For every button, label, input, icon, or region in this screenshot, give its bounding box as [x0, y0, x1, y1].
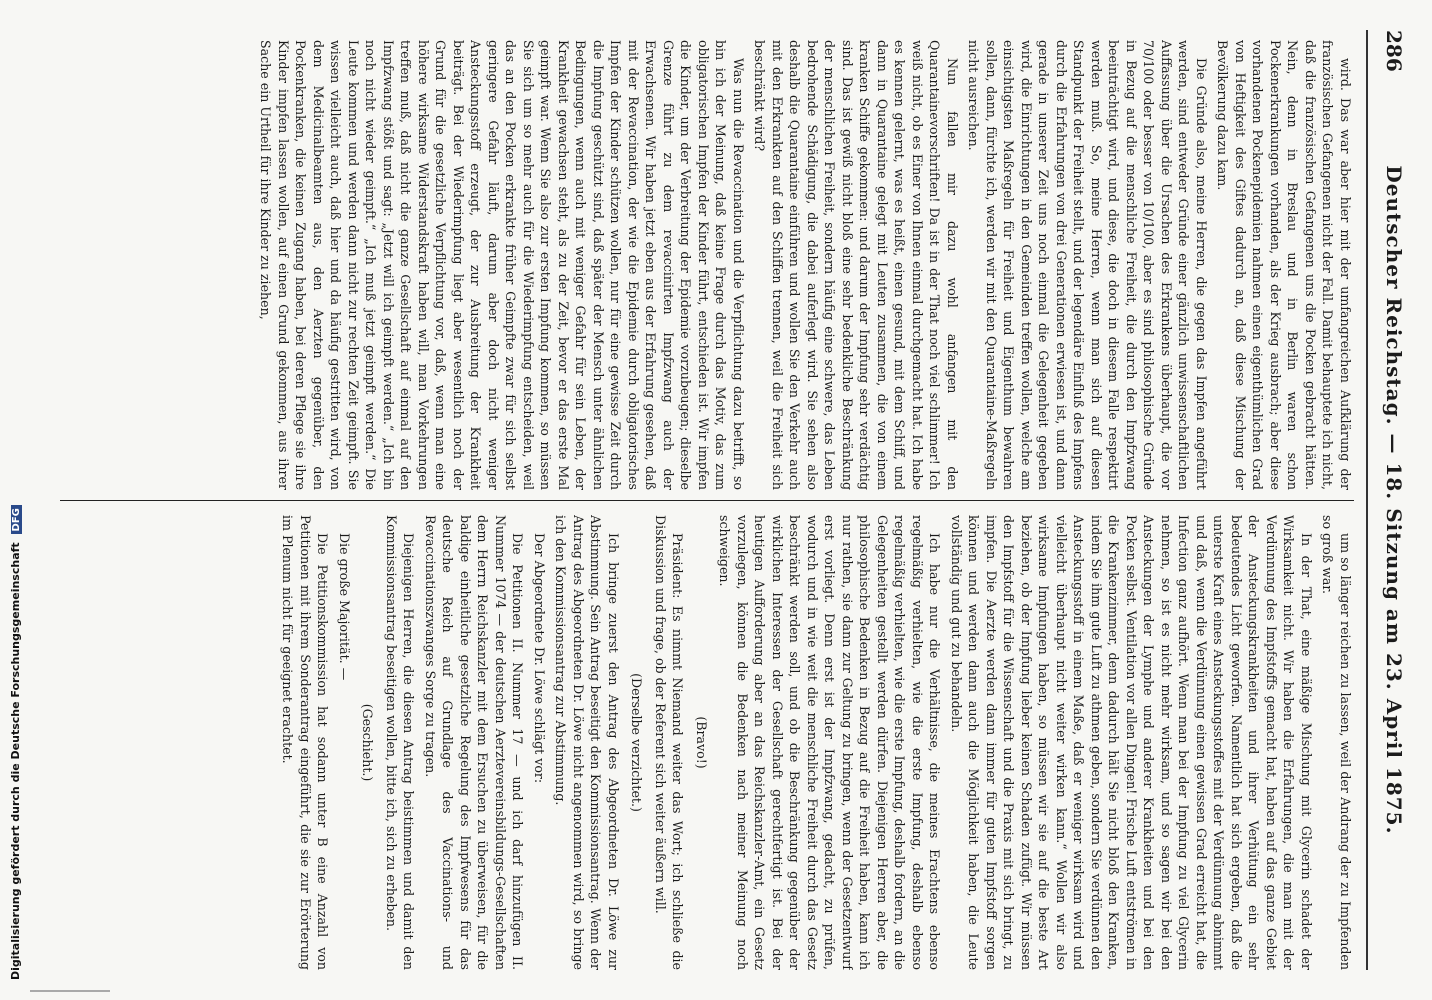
motion-text: Die Petitionen II. Nummer 17 — und ich darf hinzufügen II. Nummer 1074 — der deutschen Aerztevereinsbildungs-Gesellschaften dem Herrn Reichskanzler mit dem Ersuchen zu überweisen, für die baldige einheitliche gesetzliche Regelung des Impfwesens für das deutsche Reich auf Grundlage des Vaccinations- und Revaccinationszwanges Sorge zu tragen. — [423, 515, 526, 970]
page-number: 286 — [1382, 30, 1406, 72]
digitization-credit — [0, 0, 24, 1000]
paragraph: Die große Majorität. — — [337, 533, 352, 681]
paragraph: Ich habe nur die Verhältnisse, die meines Erachtens ebenso regelmäßig verhielten, wie die erste Impfung, deshalb ebenso regelmäßig verhielten, wie die erste Impfung, deshalb fordern, an die Gelegenheiten gestellt werden dürfen. Diejenigen Herren aber, die philosophische Bedenken in Bezug auf die Freiheit haben, kann ich nur rathen, sie dann zur Geltung zu bringen, wenn der Gesetzentwurf erst vorliegt. Denn erst ist der Impfzwang, gedacht, zu prüfen, wodurch und in wie weit die menschliche Freiheit durch das Gesetz beschränkt werden soll, und ob die Beschränkung gegenüber der wirklichen Interessen der Gesellschaft gerechtfertigt ist. Bei der heutigen Aufforderung aber an das Reichskanzler-Amt, ein Gesetz vorzulegen, können die Bedenken nach meiner Meinung noch schweigen. — [717, 515, 943, 970]
page-header — [1372, 30, 1412, 970]
paragraph: Die Petitionskommission hat sodann unter B eine Anzahl von Petitionen mit ihrem Sonderantrag eingeführt, die sie zur Erörterung im Plenum nicht für geeignet erachtet. — [280, 515, 331, 970]
right-column — [40, 515, 1354, 970]
column-divider — [60, 500, 1354, 501]
paragraph: wird. Das war aber hier mit der umfangreichen Aufklärung der französischen Gefangenen nicht der Fall. Damit behauptete ich nicht, daß die französischen Gefangenen uns die Pocken gebracht hätten. Nein, denn in Breslau und in Berlin waren schon Pockenerkrankungen vorhanden, als der Krieg ausbrach; aber diese vorhandenen Pockenepidemien nahmen einen eigenthümlichen Grad von Heftigkeit des Giftes dadurch an, daß diese Mischung der Bevölkerung dazu kam. — [1215, 40, 1353, 490]
left-column — [40, 40, 1354, 490]
paragraph: Der Abgeordnete Dr. Löwe schlägt vor: — [532, 533, 547, 784]
paragraph: In der That, eine mäßige Mischung mit Glycerin schadet der Wirksamkeit nicht. Wir haben die Erfahrungen, die man mit der Verdünnung des Impfstoffs gemacht hat, haben auf das ganze Gebiet der Ansteckungskrankheiten und ihrer Verhütung ein sehr bedeutendes Licht geworfen. Namentlich hat sich ergeben, daß die unterste Kraft eines Ansteckungsstoffes mit der Verdünnung abnimmt und daß, wenn die Verdünnung einen gewissen Grad erreicht hat, die Infection ganz aufhört. Wenn man bei der Impfung zu viel Glycerin nehmen, so ist es nicht mehr wirksam, und so sagen wir bei den Ansteckungen der Lymphe und anderer Krankheiten und bei den Pocken selbst. Ventilation vor allen Dingen! Frische Luft entströmen in die Krankenzimmer, denn dadurch hält Sie nicht bloß den Kranken, indem Sie ihm gute Luft zu athmen geben, sondern Sie verdünnen den Ansteckungsstoff in einem Maße, daß er weniger wirksam wird und vielleicht überhaupt nicht weiter wirken kann.“ Wollen wir also wirksame Impfungen haben, so müssen wir sie auf die beste Art beziehen, ob der Impfung lieber keinen Schaden zufügt. Wir müssen den Impfstoff für die Wissenschaft und die Praxis mit sich bringt, zu impfen. Die Aerzte werden dann immer für guten Impfstoff sorgen können und werden dann auch die Möglichkeit haben, die Leute vollständig und gut zu behandeln. — [949, 515, 1314, 970]
credit-text: Digitalisierung gefördert durch die Deutsche Forschungsgemeinschaft — [9, 542, 22, 980]
paragraph: Die Gründe also, meine Herren, die gegen das Impfen angeführt werden, sind entweder Gründe einer gänzlich unwissenschaftlichen Auffassung über die Ursachen des Erkrankens überhaupt, die vor 70/100 oder besser von 10/100, aber es sind philosophische Gründe in Bezug auf die menschliche Freiheit, die durch den Impfzwang beeinträchtigt wird, und diese, die doch in diesem Falle respektirt werden muß. So, meine Herren, wenn man sich auf diesen Standpunkt der Freiheit stellt, und der legendäre Einfluß des Impfens durch die Erfahrungen von drei Generationen erwiesen ist, und dann gerade in unserer Zeit uns noch einmal die Gelegenheit gegeben wird, die Einrichtungen in den Gemeinden treffen wollen, welche am einsichtigsten Maßregeln für Freiheit und Eigenthum bewahren sollen, dann, fürchte ich, werden wir mit den Quarantaine-Maßregeln nicht ausreichen. — [966, 40, 1209, 490]
running-title: Deutscher Reichstag. — 18. Sitzung am 23. April 1875. — [1382, 165, 1406, 835]
paragraph: Diejenigen Herren, die diesen Antrag beistimmen und damit den Kommissionsantrag beseitigen wollen, bitte ich, sich zu erheben. — [384, 515, 417, 970]
header-rule — [1366, 30, 1368, 970]
paragraph: Was nun die Revaccination und die Verpflichtung dazu betrifft, so bin ich der Meinung, daß keine Frage durch das Motiv, das zum obligatorischen Impfen der Kinder führt, entschieden ist. Wir impfen die Kinder, um der Verbreitung der Epidemie vorzubeugen; dieselbe Grenze führt zu dem revaccinirten Impfzwang auch der Erwachsenen. Wir haben jetzt eben aus der Erfahrung gesehen, daß mit der Revaccination, der wie die Epidemie durch obligatorisches Impfen der Kinder schützen wollen, nur für eine gewisse Zeit durch die Impfung geschützt sind, daß später der Mensch unter ähnlichen Bedingungen, wenn auch mit weniger Gefahr für sein Leben, der Krankheit gewachsen steht, als zu der Zeit, bevor er das erste Mal geimpft war. Wenn Sie also zur ersten Impfung kommen, so müssen Sie sich um so mehr auch für die Wiederimpfung entscheiden, weil das an den Pocken erkrankte früher Geimpfte zwar für sich selbst geringere Gefahr läuft, darum aber doch nicht weniger Ansteckungsstoff erzeugt, der zur Ausbreitung der Krankheit beiträgt. Bei der Wiederimpfung liegt aber wesentlich noch der Grund für die gesetzliche Verpflichtung vor, daß, wenn man eine höhere wirksame Widerstandskraft haben will, man Vorkehrungen treffen muß, daß nicht die ganze Gesellschaft auf einmal auf den Impfzwang stößt und sagt: „Jetzt will ich geimpft werden.“ „Ich bin noch nicht wieder geimpft.“ „Ich muß jetzt geimpft werden.“ Die Leute kommen und werden dann nicht zur rechten Zeit geimpft. Sie wissen vielleicht auch, daß hier und da häufig gestritten wird, von dem Medicinalbeamten aus, den Aerzten gegenüber, den Pockenkranken, die keinen Zugang haben, bei deren Pflege sie ihre Kinder impfen lassen wollen, auf einen Grund gekommen, aus ihrer Sache ein Urtheil für ihre Kinder zu ziehen, — [258, 40, 746, 490]
applause-note: (Bravo!) — [694, 716, 709, 769]
president-statement: Präsident: Es nimmt Niemand weiter das Wort; ich schließe die Diskussion und frage, ob der Referent sich weiter äußern will. — [653, 515, 686, 970]
stage-note: (Derselbe verzichtet.) — [629, 673, 645, 812]
paragraph: Nun fallen mir dazu wohl anfangen mit den Quarantainevorschriften! Da ist in der That noch viel schlimmer! Ich weiß nicht, ob es Einer von Ihnen einmal durchgemacht hat. Ich habe es kennen gelernt, was es heißt, einen gesund, mit dem Schiff, und dann in Quarantaine gelegt mit Leuten zusammen, die von einem kranken Schiffe gekommen: und darum der Impfung sehr verdächtig sind. Das ist gewiß nicht bloß eine sehr bedenkliche Beschränkung der menschlichen Freiheit, sondern häufig eine schwere, das Leben bedrohende Schädigung, die dabei auferlegt wird. Sie sehen also deshalb die Quarantaine einführen und wollen Sie den Verkehr auch mit den Erkrankten auf den Schiffen trennen, weil die Freiheit sich beschränkt wird? — [752, 40, 960, 490]
paragraph: um so länger reichen zu lassen, weil der Andrang der zu Impfenden so groß war. — [1320, 515, 1353, 970]
scan-edge-mark — [30, 990, 110, 992]
paragraph: Ich bringe zuerst den Antrag des Abgeordneten Dr. Löwe zur Abstimmung. Sein Antrag beseitigt den Kommissionsantrag. Wenn der Antrag des Abgeordneten Dr. Löwe nicht angenommen wird, so bringe ich den Kommissionsantrag zur Abstimmung. — [553, 515, 621, 970]
dfg-logo: DFG — [11, 505, 22, 534]
stage-note: (Geschieht.) — [360, 703, 376, 782]
